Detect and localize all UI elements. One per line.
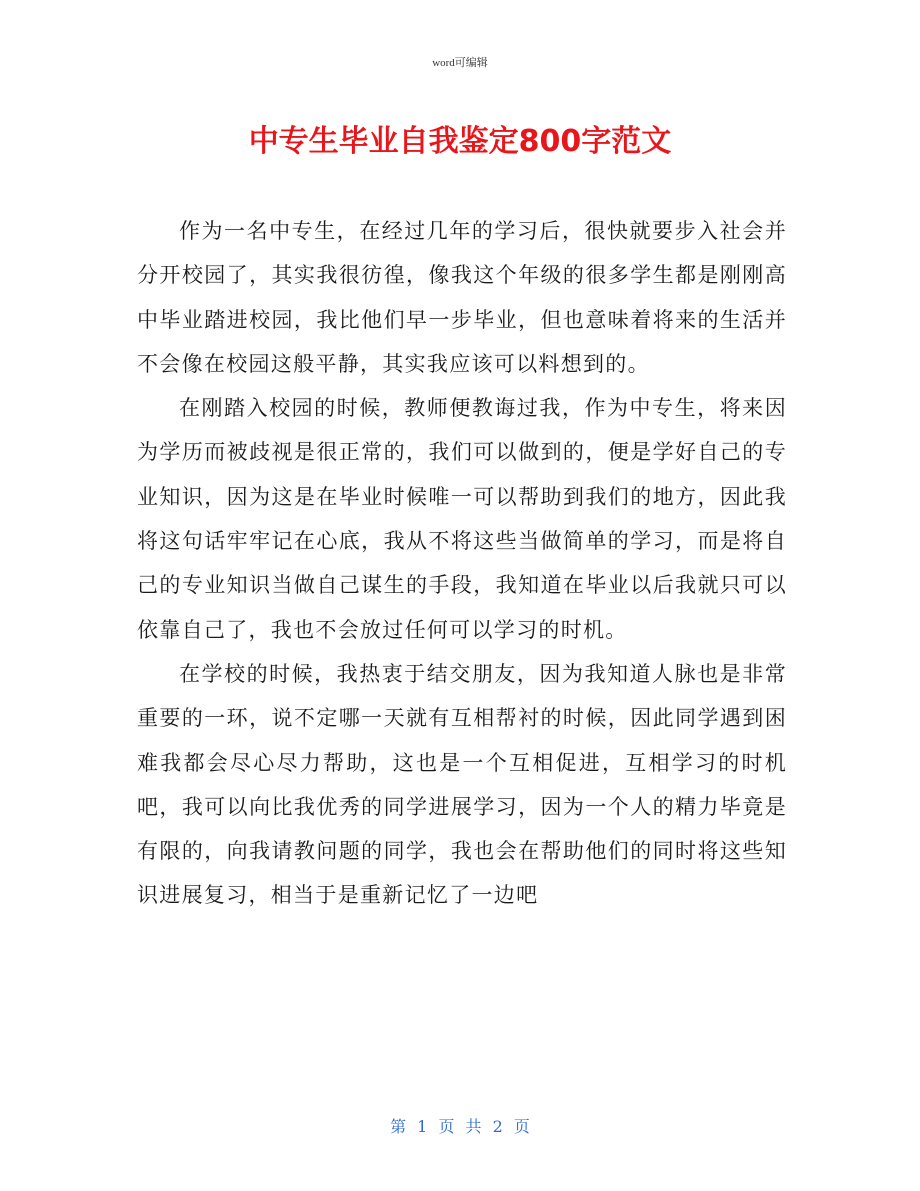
page-number: 第 1 页 共 2 页: [390, 1117, 530, 1136]
document-body: [137, 209, 787, 918]
header-note: word可编辑: [432, 57, 488, 69]
document-title: 中专生毕业自我鉴定800字范文: [248, 124, 672, 159]
paragraph-3: 在学校的时候，我热衷于结交朋友，因为我知道人脉也是非常重要的一环，说不定哪一天就有互相帮衬的时候，因此同学遇到困难我都会尽心尽力帮助，这也是一个互相促进，互相学习的时机吧，我可以向比我优秀的同学进展学习，因为一个人的精力毕竟是有限的，向我请教问题的同学，我也会在帮助他们的同时将这些知识进展复习，相当于是重新记忆了一边吧: [137, 661, 787, 908]
paragraph-1: 作为一名中专生，在经过几年的学习后，很快就要步入社会并分开校园了，其实我很彷徨，像我这个年级的很多学生都是刚刚高中毕业踏进校园，我比他们早一步毕业，但也意味着将来的生活并不会像在校园这般平静，其实我应该可以料想到的。: [137, 219, 787, 376]
paragraph-2: 在刚踏入校园的时候，教师便教诲过我，作为中专生，将来因为学历而被歧视是很正常的，我们可以做到的，便是学好自己的专业知识，因为这是在毕业时候唯一可以帮助到我们的地方，因此我将这句话牢牢记在心底，我从不将这些当做简单的学习，而是将自己的专业知识当做自己谋生的手段，我知道在毕业以后我就只可以依靠自己了，我也不会放过任何可以学习的时机。: [137, 396, 787, 642]
